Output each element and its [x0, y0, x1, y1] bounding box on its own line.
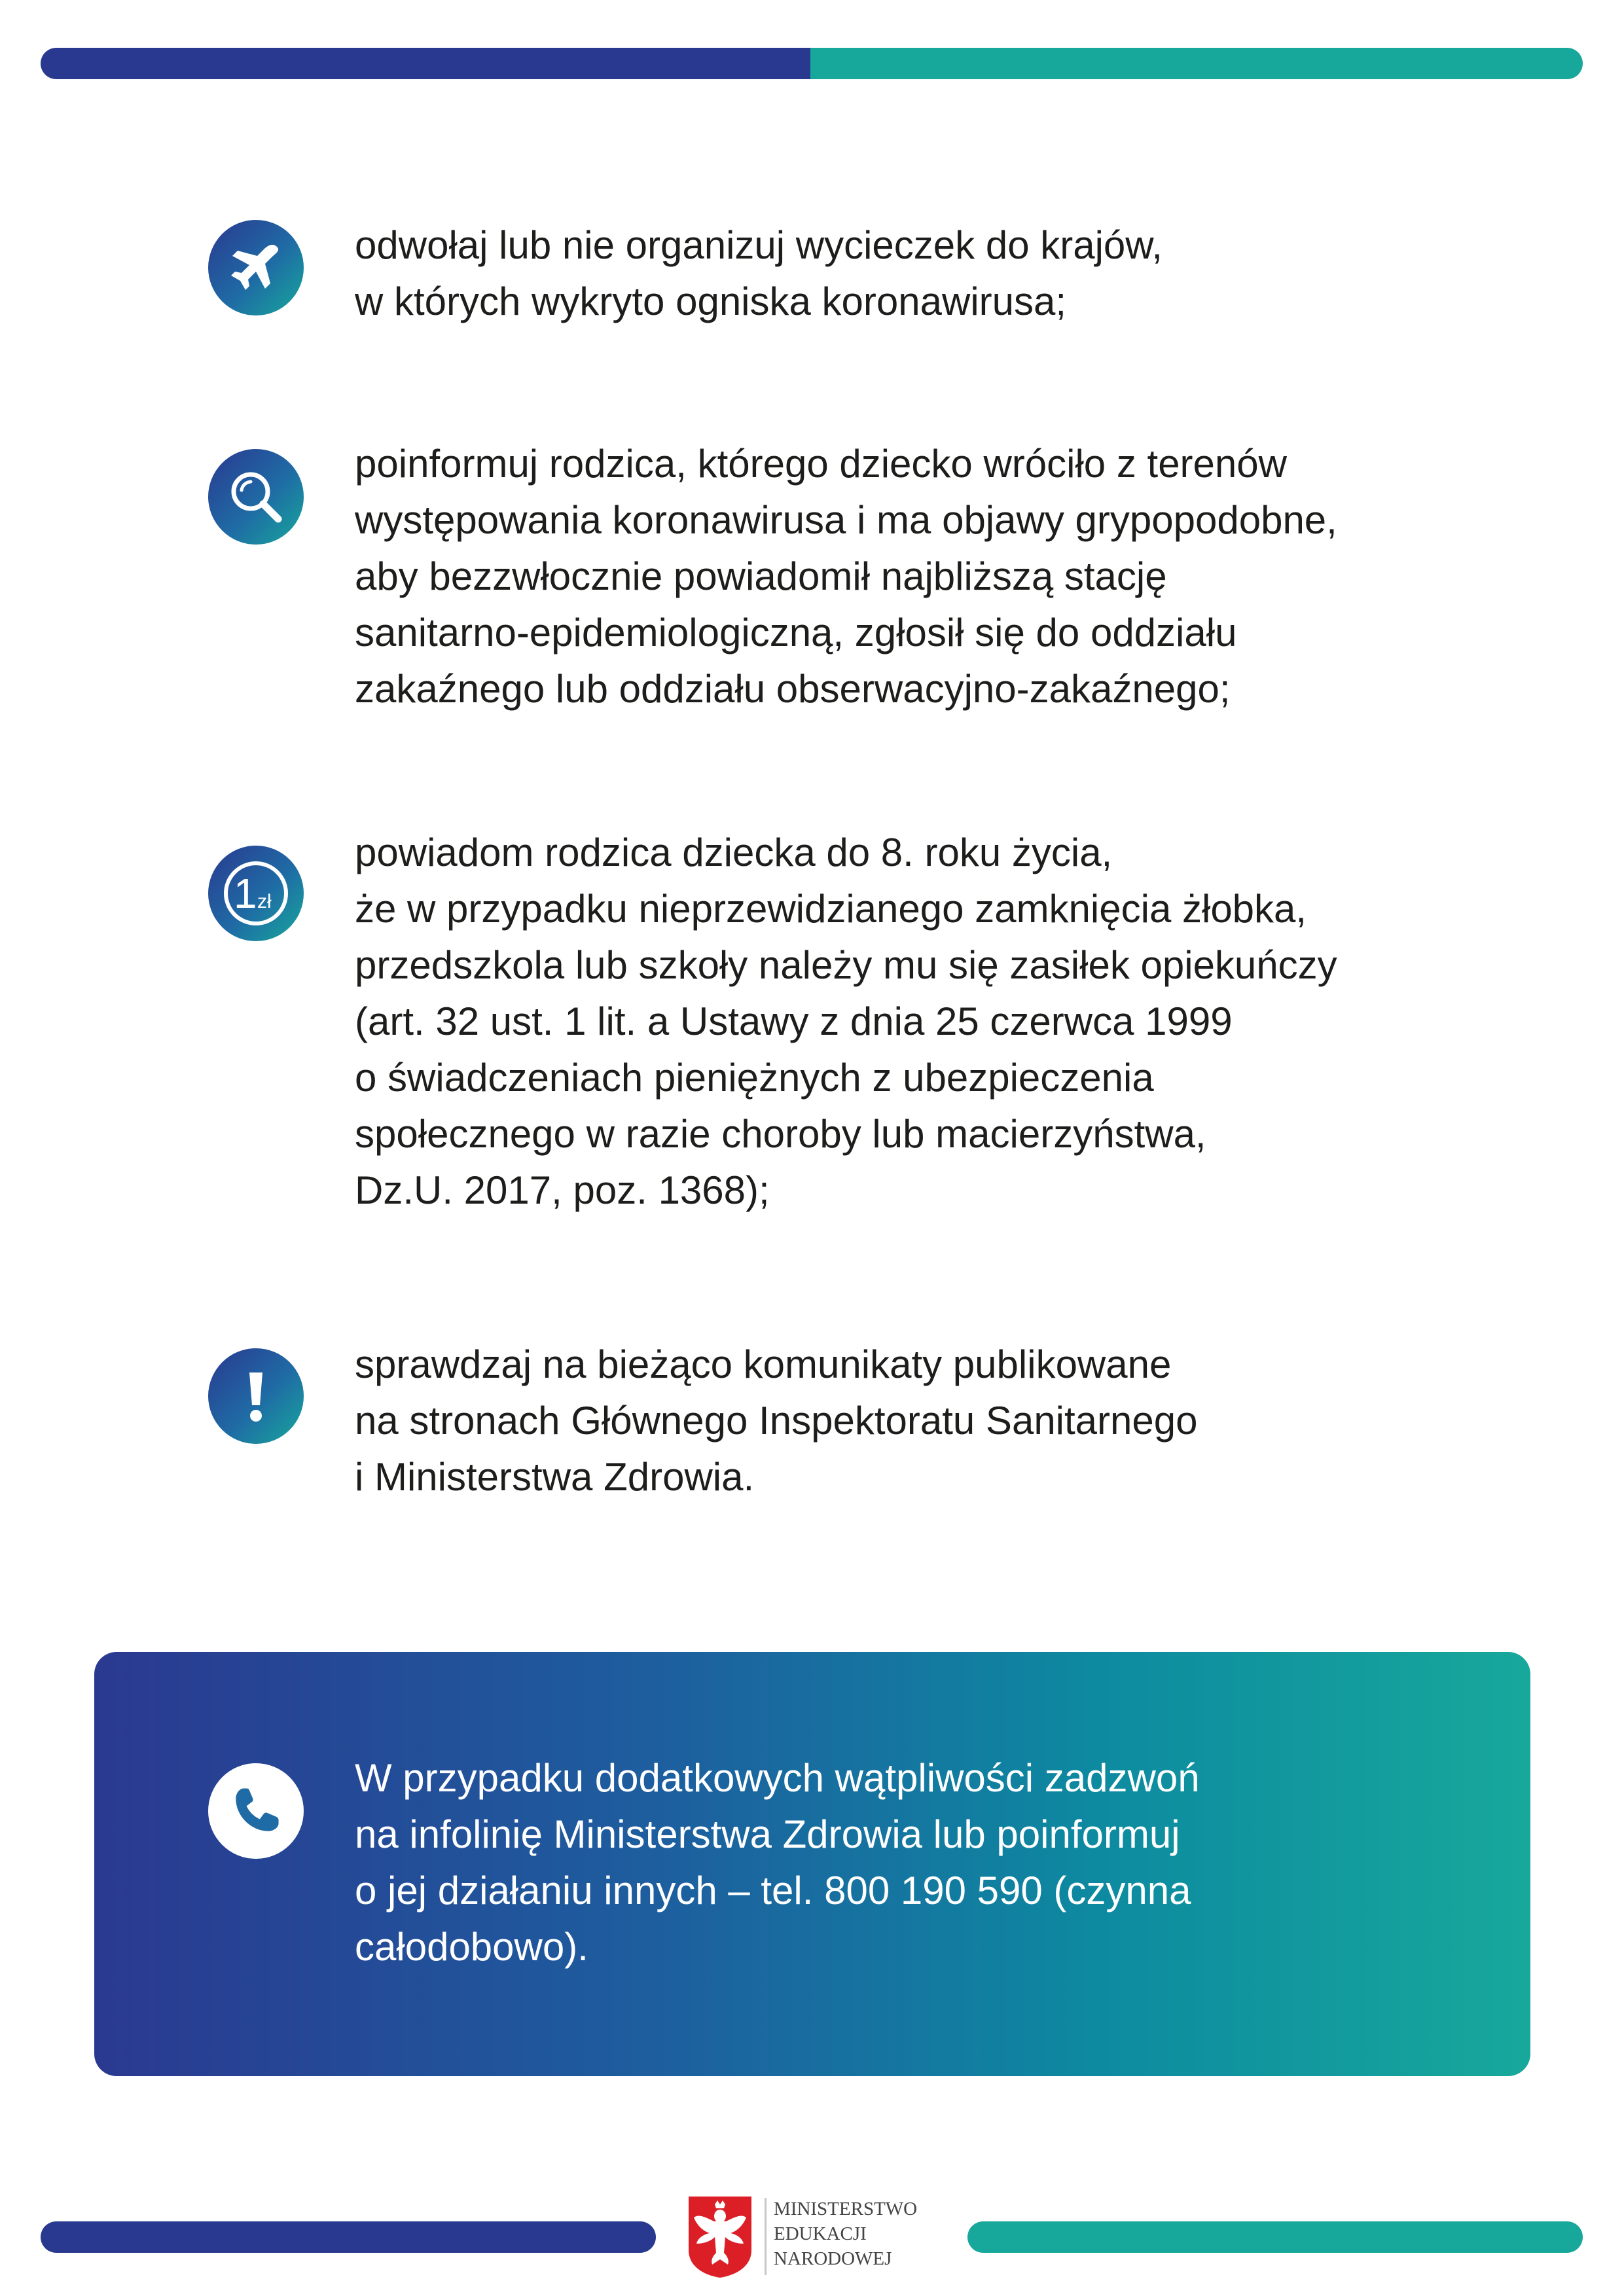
logo-separator — [765, 2198, 767, 2275]
item-text: odwołaj lub nie organizuj wycieczek do krajów, w których wykryto ogniska koronawirusa; — [355, 223, 1163, 323]
hotline-text: W przypadku dodatkowych wątpliwości zadzwoń na infolinię Ministerstwa Zdrowia lub poinformuj o jej działaniu innych – tel. 800 190 590 (czynna całodobowo). — [355, 1756, 1200, 1969]
bottom-bar-teal — [967, 2221, 1583, 2253]
ministry-logo — [686, 2194, 948, 2279]
item-text: poinformuj rodzica, którego dziecko wróciło z terenów występowania koronawirusa i ma objawy grypopodobne, aby bezzwłocznie powiadomił najbliższą stację sanitarno-epidemiologiczną, zgłosił się do oddziału zakaźnego lub oddziału obserwacyjno-zakaźnego; — [355, 442, 1337, 711]
ministry-name: MINISTERSTWO EDUKACJI NARODOWEJ — [774, 2198, 918, 2269]
airplane-icon — [208, 220, 304, 315]
coin-icon — [208, 846, 304, 941]
bottom-bar-navy — [41, 2221, 656, 2253]
coin-value: 1 — [234, 870, 257, 917]
phone-icon — [208, 1763, 304, 1859]
exclamation-icon — [208, 1348, 304, 1444]
top-bar-navy — [41, 48, 826, 79]
magnifier-icon — [208, 449, 304, 545]
coin-unit: zł — [257, 891, 272, 912]
top-bar-teal — [810, 48, 1583, 79]
item-text: powiadom rodzica dziecka do 8. roku życia, że w przypadku nieprzewidzianego zamknięcia żłobka, przedszkola lub szkoły należy mu się zasiłek opiekuńczy (art. 32 ust. 1 lit. a Ustawy z dnia 25 czerwca 1999 o świadczeniach pieniężnych z ubezpieczenia społecznego w razie choroby lub macierzyństwa, Dz.U. 2017, poz. 1368); — [355, 831, 1337, 1212]
item-text: sprawdzaj na bieżąco komunikaty publikowane na stronach Głównego Inspektoratu Sanitarnego i Ministerstwa Zdrowia. — [355, 1342, 1198, 1499]
polish-eagle-emblem — [686, 2194, 754, 2279]
hotline-info-box — [94, 1652, 1530, 2076]
